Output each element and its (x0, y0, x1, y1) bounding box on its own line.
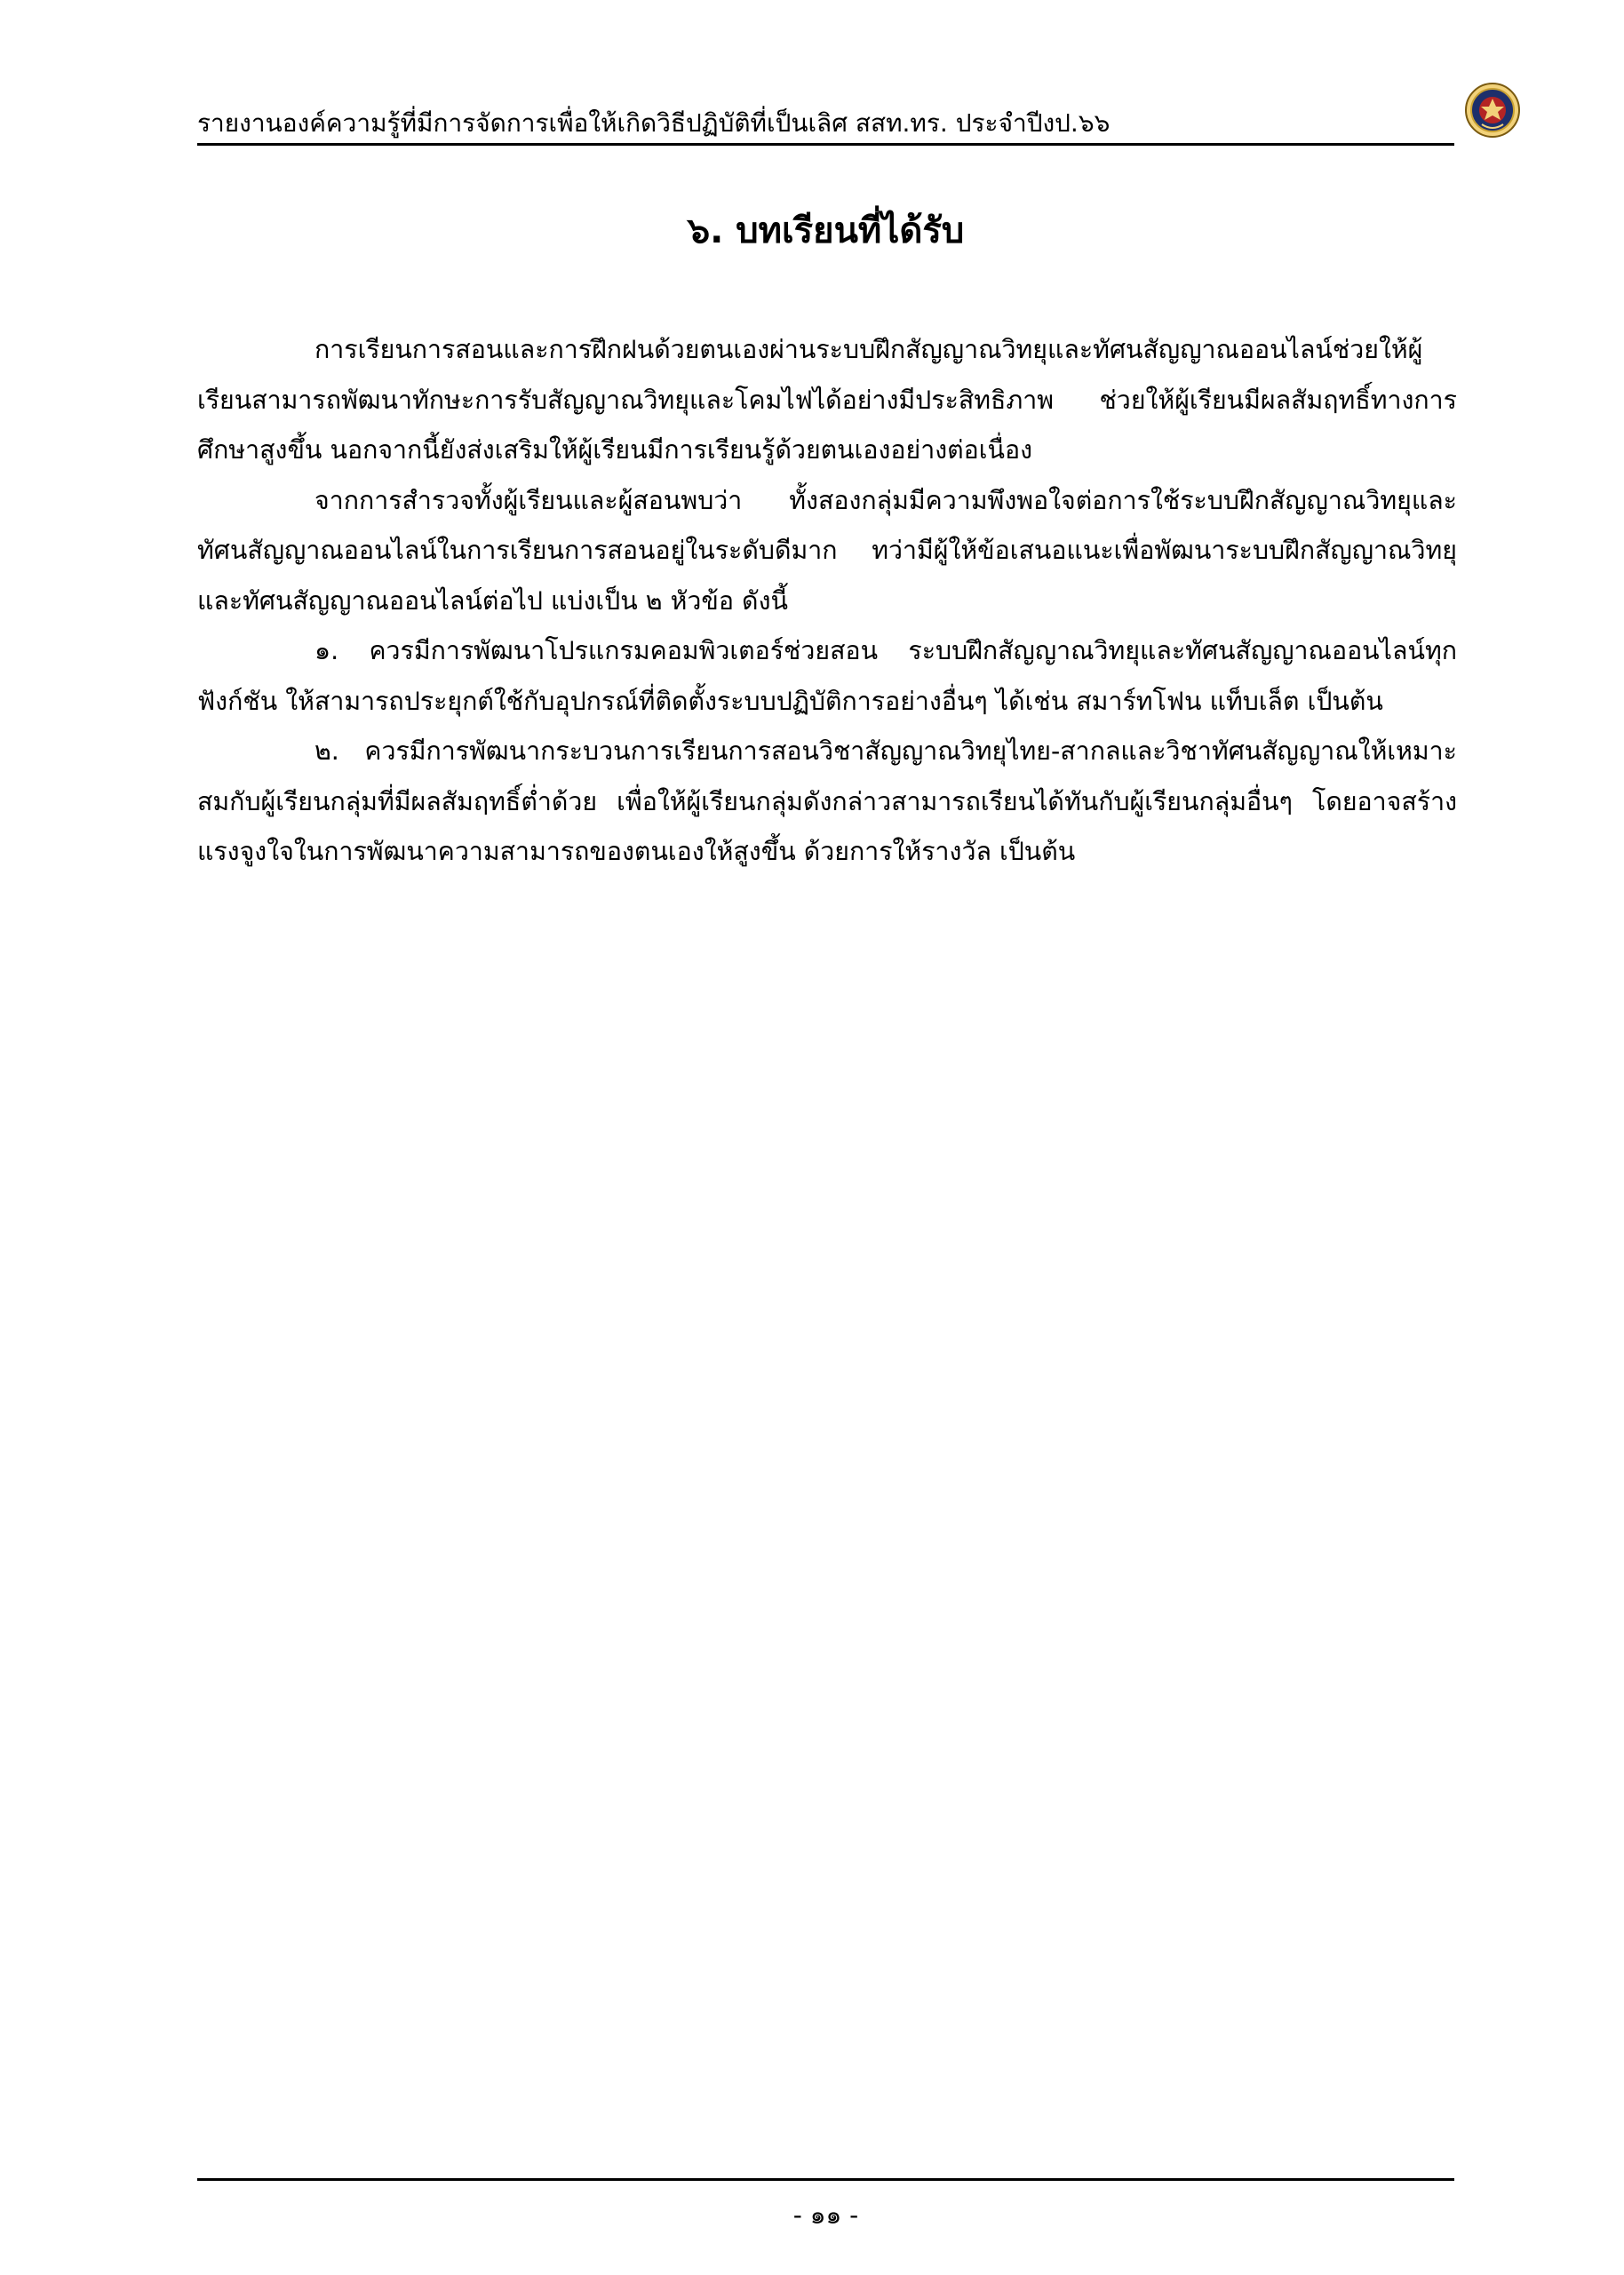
naval-emblem-icon (1464, 82, 1521, 139)
page-number: - ๑๑ - (792, 2200, 859, 2230)
page-header (197, 102, 1454, 147)
paragraph-suggestion-1: ๑. ควรมีการพัฒนาโปรแกรมคอมพิวเตอร์ช่วยสอน ระบบฝึกสัญญาณวิทยุและทัศนสัญญาณออนไลน์ทุกฟังก์ชัน ให้สามารถประยุกต์ใช้กับอุปกรณ์ที่ติดตั้งระบบปฏิบัติการอย่างอื่นๆ ได้เช่น สมาร์ทโฟน แท็บเล็ต เป็นต้น (197, 636, 1457, 716)
paragraph-intro: การเรียนการสอนและการฝึกฝนด้วยตนเองผ่านระบบฝึกสัญญาณวิทยุและทัศนสัญญาณออนไลน์ช่วยให้ผู้เรียนสามารถพัฒนาทักษะการรับสัญญาณวิทยุและโคมไฟได้อย่างมีประสิทธิภาพ ช่วยให้ผู้เรียนมีผลสัมฤทธิ์ทางการศึกษาสูงขึ้น นอกจากนี้ยังส่งเสริมให้ผู้เรียนมีการเรียนรู้ด้วยตนเองอย่างต่อเนื่อง (197, 335, 1457, 465)
paragraph-suggestion-2: ๒. ควรมีการพัฒนากระบวนการเรียนการสอนวิชาสัญญาณวิทยุไทย-สากลและวิชาทัศนสัญญาณให้เหมาะสมกับผู้เรียนกลุ่มที่มีผลสัมฤทธิ์ต่ำด้วย เพื่อให้ผู้เรียนกลุ่มดังกล่าวสามารถเรียนได้ทันกับผู้เรียนกลุ่มอื่นๆ โดยอาจสร้างแรงจูงใจในการพัฒนาความสามารถของตนเองให้สูงขึ้น ด้วยการให้รางวัล เป็นต้น (197, 736, 1457, 866)
paragraph-survey: จากการสำรวจทั้งผู้เรียนและผู้สอนพบว่า ทั้งสองกลุ่มมีความพึงพอใจต่อการใช้ระบบฝึกสัญญาณวิทยุและทัศนสัญญาณออนไลน์ในการเรียนการสอนอยู่ในระดับดีมาก ทว่ามีผู้ให้ข้อเสนอแนะเพื่อพัฒนาระบบฝึกสัญญาณวิทยุและทัศนสัญญาณออนไลน์ต่อไป แบ่งเป็น ๒ หัวข้อ ดังนี้ (197, 485, 1457, 616)
body-text (197, 325, 1457, 878)
header-text: รายงานองค์ความรู้ที่มีการจัดการเพื่อให้เกิดวิธีปฏิบัติที่เป็นเลิศ สสท.ทร. ประจำปีงป.๖๖ (197, 108, 1111, 138)
page-title: ๖. บทเรียนที่ได้รับ (687, 211, 965, 251)
header-rule (197, 143, 1454, 146)
footer-rule (197, 2178, 1454, 2181)
